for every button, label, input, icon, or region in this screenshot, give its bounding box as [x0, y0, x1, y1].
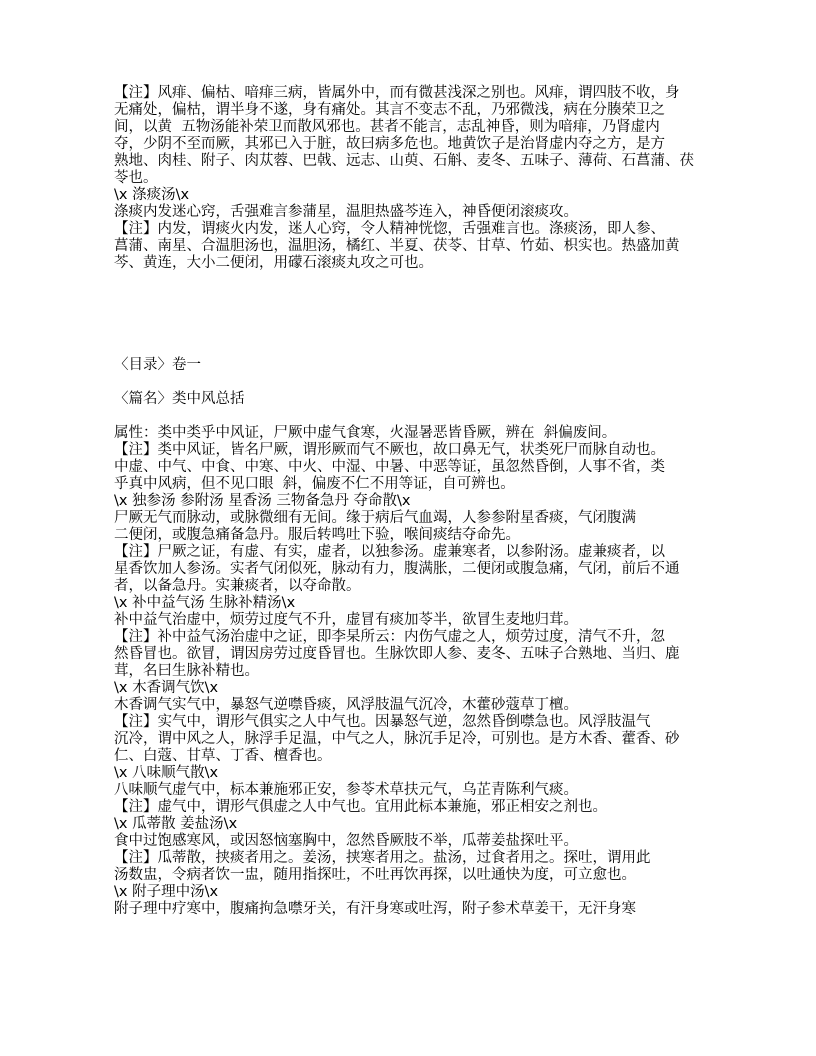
text-line: 尸厥无气而脉动，或脉微细有无间。缘于病后气血竭，人参参附星香痰，气闭腹满: [114, 510, 636, 526]
text-line: 无痛处，偏枯，谓半身不遂，身有痛处。其言不变志不乱，乃邪微浅，病在分腠荣卫之: [114, 102, 665, 118]
text-line: 涤痰内发迷心窍，舌强难言参蒲星，温胆热盛芩连入，神昏便闭滚痰攻。: [114, 204, 578, 220]
text-line: 然昏冒也。欲冒，谓因房劳过度昏冒也。生脉饮即人参、麦冬、五味子合熟地、当归、鹿: [114, 646, 680, 662]
text-line: 【注】虚气中，谓形气俱虚之人中气也。宜用此标本兼施，邪正相安之剂也。: [114, 799, 607, 815]
text-line: 附子理中疗寒中，腹痛拘急噤牙关，有汗身寒或吐泻，附子参术草姜干，无汗身寒: [114, 901, 636, 917]
section-title: 〈篇名〉类中风总括: [114, 391, 245, 407]
text-line: 星香饮加人参汤。实者气闭似死，脉动有力，腹满胀，二便闭或腹急痛，气闭，前后不通: [114, 561, 680, 577]
text-line: 乎真中风病，但不见口眼 斜，偏废不仁不用等证，自可辨也。: [114, 476, 515, 492]
text-line: \x 补中益气汤 生脉补精汤\x: [114, 595, 296, 611]
text-line: 木香调气实气中，暴怒气逆噤昏痰，风浮肢温气沉冷，木藿砂蔻草丁檀。: [114, 697, 578, 713]
text-line: \x 涤痰汤\x: [114, 187, 190, 203]
text-line: \x 独参汤 参附汤 星香汤 三物备急丹 夺命散\x: [114, 493, 411, 509]
text-line: 仁、白蔻、甘草、丁香、檀香也。: [114, 748, 332, 764]
text-line: 中虚、中气、中食、中寒、中火、中湿、中暑、中恶等证，虽忽然昏倒，人事不省，类: [114, 459, 665, 475]
text-line: 芩、黄连，大小二便闭，用礞石滚痰丸攻之可也。: [114, 255, 433, 271]
text-line: \x 瓜蒂散 姜盐汤\x: [114, 816, 238, 832]
text-line: 【注】风痱、偏枯、喑痱三病，皆属外中，而有微甚浅深之别也。风痱，谓四肢不收，身: [114, 85, 680, 101]
text-line: 食中过饱感寒风，或因怒恼塞胸中，忽然昏厥肢不举，瓜蒂姜盐探吐平。: [114, 833, 578, 849]
text-line: \x 附子理中汤\x: [114, 884, 219, 900]
text-line: 间，以黄 五物汤能补荣卫而散风邪也。甚者不能言，志乱神昏，则为喑痱，乃肾虚内: [114, 119, 660, 135]
text-line: 【注】尸厥之证，有虚、有实，虚者，以独参汤。虚兼寒者，以参附汤。虚兼痰者，以: [114, 544, 665, 560]
text-line: 八味顺气虚气中，标本兼施邪正安，参苓术草扶元气，乌芷青陈利气痰。: [114, 782, 578, 798]
text-line: 补中益气治虚中，烦劳过度气不升，虚冒有痰加苓半，欲冒生麦地归茸。: [114, 612, 578, 628]
text-line: 沉冷，谓中风之人，脉浮手足温，中气之人，脉沉手足冷，可别也。是方木香、藿香、砂: [114, 731, 680, 747]
text-line: 【注】类中风证，皆名尸厥，谓形厥而气不厥也，故口鼻无气，状类死尸而脉自动也。: [114, 442, 665, 458]
text-line: \x 八味顺气散\x: [114, 765, 219, 781]
text-line: 者，以备急丹。实兼痰者，以夺命散。: [114, 578, 361, 594]
text-line: 【注】内发，谓痰火内发，迷人心窍，令人精神恍惚，舌强难言也。涤痰汤，即人参、: [114, 221, 665, 237]
annotation-block-top: [114, 85, 718, 272]
text-line: 苓也。: [114, 170, 158, 186]
text-line: 茸，名曰生脉补精也。: [114, 663, 259, 679]
text-line: 二便闭，或腹急痛备急丹。服后转鸣吐下验，喉间痰结夺命先。: [114, 527, 520, 543]
text-line: \x 木香调气饮\x: [114, 680, 219, 696]
text-line: 夺，少阴不至而厥，其邪已入于脏，故曰病多危也。地黄饮子是治肾虚内夺之方，是方: [114, 136, 665, 152]
text-line: 【注】瓜蒂散，挟痰者用之。姜汤，挟寒者用之。盐汤，过食者用之。探吐，谓用此: [114, 850, 651, 866]
text-line: 菖蒲、南星、合温胆汤也，温胆汤，橘红、半夏、茯苓、甘草、竹茹、枳实也。热盛加黄: [114, 238, 680, 254]
toc-heading: 〈目录〉卷一: [114, 357, 201, 373]
text-line: 【注】实气中，谓形气俱实之人中气也。因暴怒气逆，忽然昏倒噤急也。风浮肢温气: [114, 714, 651, 730]
text-line: 熟地、肉桂、附子、肉苁蓉、巴戟、远志、山萸、石斛、麦冬、五味子、薄荷、石菖蒲、茯: [114, 153, 694, 169]
text-line: 【注】补中益气汤治虚中之证，即李杲所云：内伤气虚之人，烦劳过度，清气不升，忽: [114, 629, 665, 645]
text-line: 汤数盅，令病者饮一盅，随用指探吐，不吐再饮再探，以吐通快为度，可立愈也。: [114, 867, 636, 883]
text-line: 属性：类中类乎中风证，尸厥中虚气食寒，火湿暑恶皆昏厥，辨在 斜偏废间。: [114, 425, 617, 441]
main-text-block: [114, 425, 718, 918]
